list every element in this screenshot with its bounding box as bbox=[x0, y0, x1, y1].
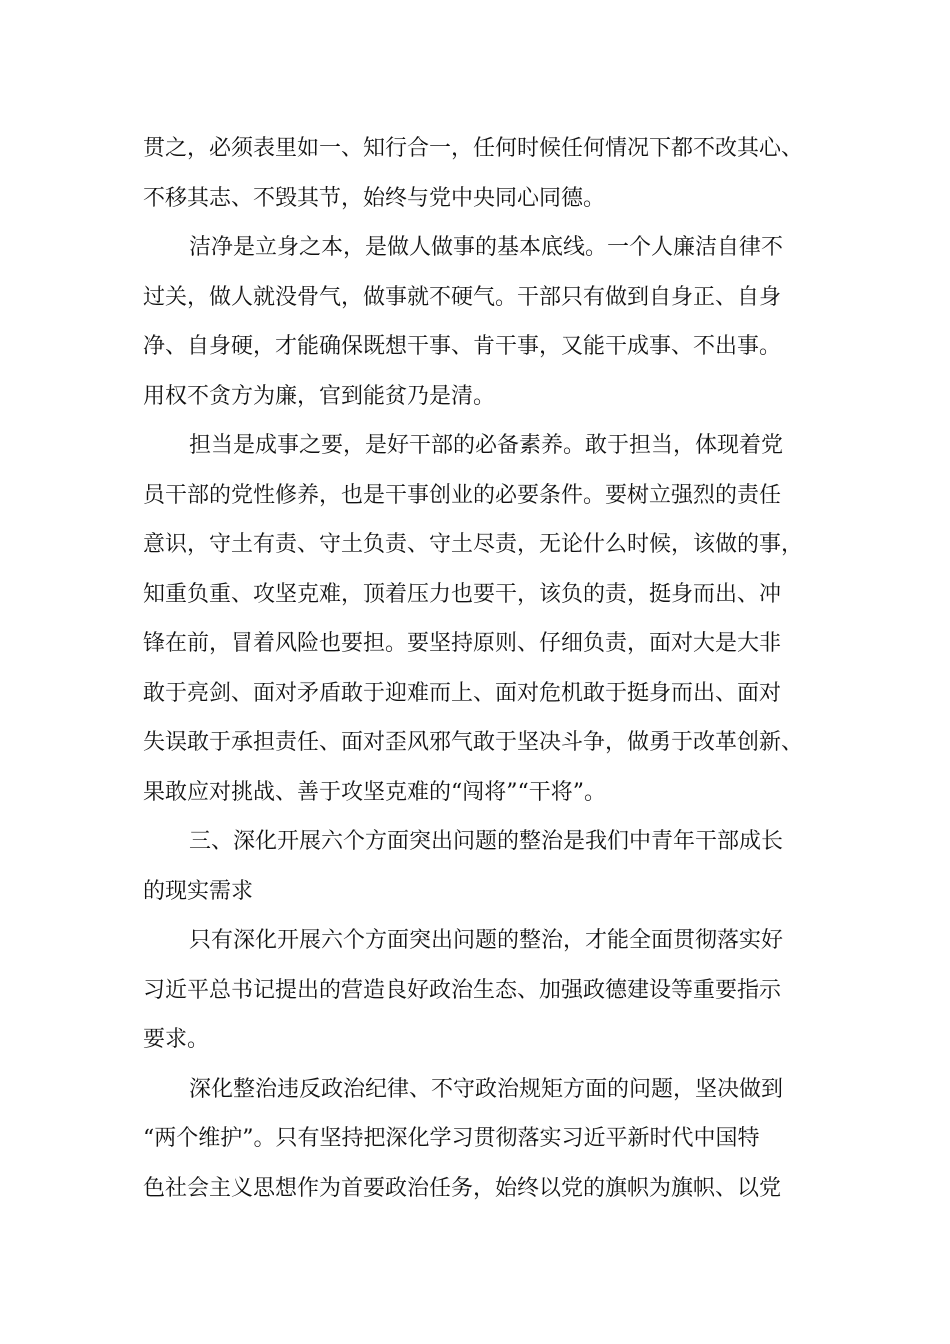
text-line: 过关，做人就没骨气，做事就不硬气。干部只有做到自身正、自身 bbox=[143, 284, 782, 310]
paragraph-rectification bbox=[143, 916, 833, 1065]
text-line: 洁净是立身之本，是做人做事的基本底线。一个人廉洁自律不 bbox=[189, 235, 784, 260]
text-line: 担当是成事之要，是好干部的必备素养。敢于担当，体现着党 bbox=[189, 433, 784, 458]
paragraph-integrity bbox=[143, 223, 833, 421]
text-line: 只有深化开展六个方面突出问题的整治，才能全面贯彻落实好 bbox=[189, 928, 784, 953]
text-line: 果敢应对挑战、善于攻坚克难的“闯将”“干将”。 bbox=[143, 779, 606, 805]
text-line: 习近平总书记提出的营造良好政治生态、加强政德建设等重要指示 bbox=[143, 977, 782, 1003]
section-heading bbox=[143, 817, 833, 916]
text-line: 三、深化开展六个方面突出问题的整治是我们中青年干部成长 bbox=[189, 829, 784, 854]
text-line: 要求。 bbox=[143, 1027, 210, 1052]
text-line: 用权不贪方为廉，官到能贫乃是清。 bbox=[143, 383, 496, 409]
text-line: 员干部的党性修养，也是干事创业的必要条件。要树立强烈的责任 bbox=[143, 482, 782, 508]
document-body bbox=[143, 124, 833, 1213]
text-line: 敢于亮剑、面对矛盾敢于迎难而上、面对危机敢于挺身而出、面对 bbox=[143, 680, 782, 706]
text-line: 意识，守土有责、守土负责、守土尽责，无论什么时候，该做的事， bbox=[143, 532, 804, 557]
text-line: 净、自身硬，才能确保既想干事、肯干事，又能干成事、不出事。 bbox=[143, 334, 782, 359]
text-line: 色社会主义思想作为首要政治任务，始终以党的旗帜为旗帜、以党 bbox=[143, 1175, 782, 1201]
paragraph-political-discipline bbox=[143, 1065, 833, 1214]
text-line: “两个维护”。只有坚持把深化学习贯彻落实习近平新时代中国特 bbox=[143, 1126, 760, 1151]
text-line: 锋在前，冒着风险也要担。要坚持原则、仔细负责，面对大是大非 bbox=[143, 631, 782, 656]
text-line: 失误敢于承担责任、面对歪风邪气敢于坚决斗争，做勇于改革创新、 bbox=[143, 730, 804, 755]
text-line: 深化整治违反政治纪律、不守政治规矩方面的问题，坚决做到 bbox=[189, 1076, 784, 1102]
paragraph-continuation bbox=[143, 124, 833, 223]
text-line: 知重负重、攻坚克难，顶着压力也要干，该负的责，挺身而出、冲 bbox=[143, 581, 782, 607]
text-line: 的现实需求 bbox=[143, 878, 254, 904]
paragraph-responsibility bbox=[143, 421, 833, 817]
text-line: 贯之，必须表里如一、知行合一，任何时候任何情况下都不改其心、 bbox=[143, 136, 804, 161]
text-line: 不移其志、不毁其节，始终与党中央同心同德。 bbox=[143, 185, 606, 211]
